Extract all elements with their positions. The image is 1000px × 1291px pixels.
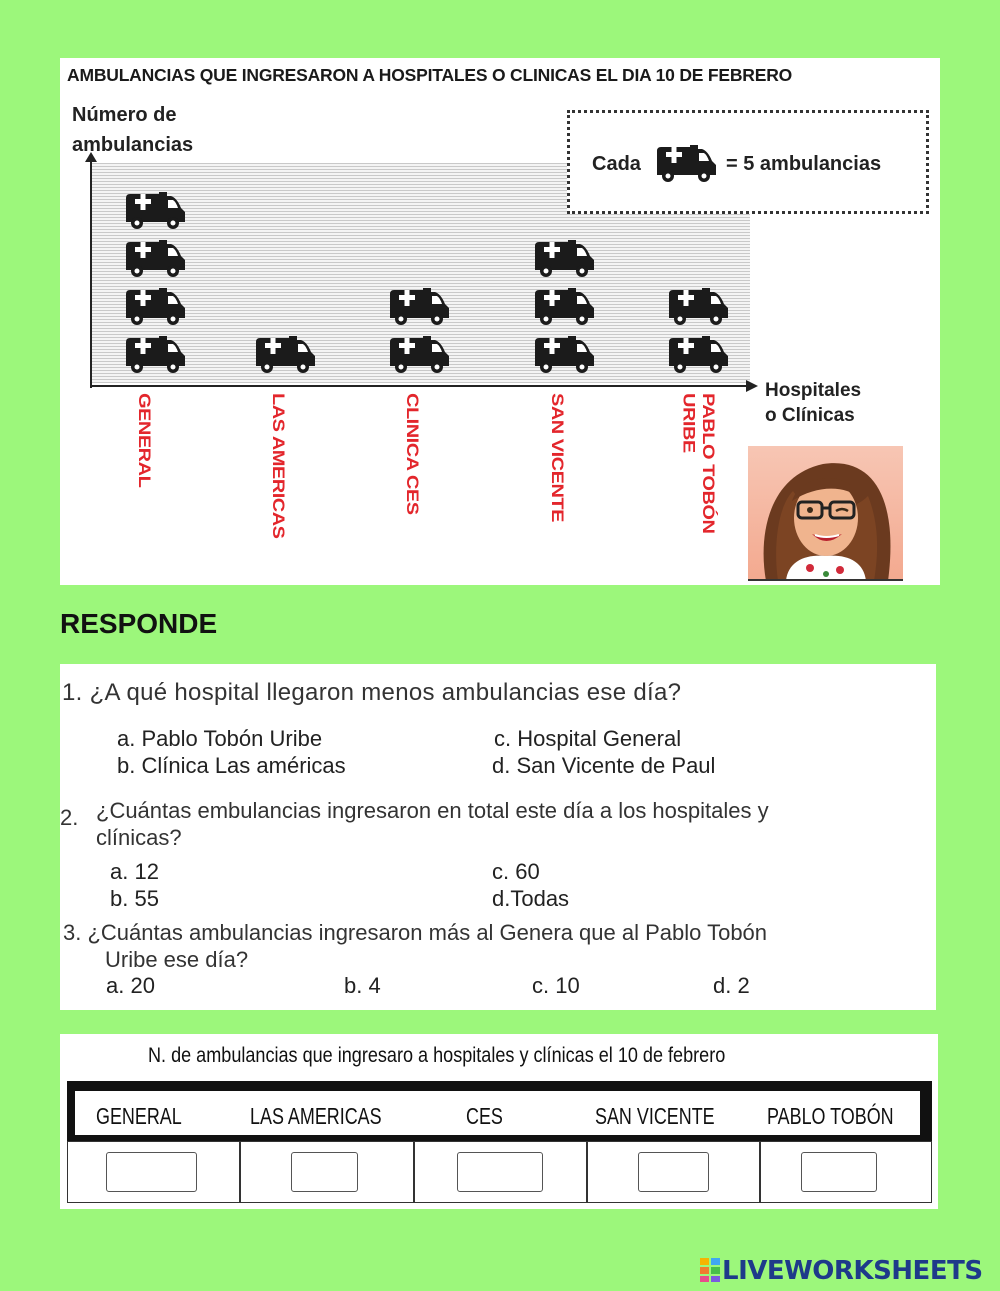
q2-option-b[interactable]: b. 55 (110, 886, 159, 911)
table-title: N. de ambulancias que ingresaro a hospitales y clínicas el 10 de febrero (148, 1044, 726, 1067)
question-2-line1: ¿Cuántas embulancias ingresaron en total este día a los hospitales y (96, 798, 769, 823)
table-header (67, 1081, 932, 1141)
answer-input-san-vicente[interactable] (638, 1152, 709, 1192)
q2-option-d[interactable]: d.Todas (492, 886, 570, 911)
ambulance-icon (666, 334, 730, 374)
q1-option-d[interactable]: d. San Vicente de Paul (492, 753, 716, 778)
questions-panel (60, 664, 936, 1010)
ambulance-icon (666, 286, 730, 326)
q1-option-b[interactable]: b. Clínica Las américas (117, 753, 346, 778)
category-label: GENERAL (134, 393, 154, 488)
x-axis (90, 385, 746, 387)
cell-divider (586, 1142, 588, 1202)
question-3-line1: 3. ¿Cuántas ambulancias ingresaron más al Genera que al Pablo Tobón (63, 920, 768, 945)
q3-option-c[interactable]: c. 10 (532, 973, 580, 998)
y-axis (90, 158, 92, 388)
q2-option-a[interactable]: a. 12 (110, 859, 159, 884)
ambulance-icon (387, 286, 451, 326)
answer-input-general[interactable] (106, 1152, 197, 1192)
x-axis-arrow (746, 380, 758, 392)
y-axis-title-line1: Número de (72, 104, 177, 126)
ambulance-icon (123, 238, 187, 278)
responde-heading: RESPONDE (60, 608, 218, 639)
header-san-vicente: SAN VICENTE (595, 1103, 715, 1129)
question-2-line2: clínicas? (96, 825, 182, 850)
ambulance-icon (123, 190, 187, 230)
header-pablo-tobon: PABLO TOBÓN (767, 1103, 894, 1129)
pictograph-panel (60, 58, 940, 585)
ambulance-icon (532, 334, 596, 374)
category-label: PABLO TOBÓN URIBE (679, 393, 718, 534)
x-axis-title (765, 378, 861, 428)
q1-option-c[interactable]: c. Hospital General (494, 726, 682, 751)
ambulance-icon (532, 238, 596, 278)
ambulance-icon (654, 143, 718, 183)
legend-prefix: Cada (592, 153, 641, 175)
y-axis-title-line2: ambulancias (72, 134, 194, 156)
legend-value: = 5 ambulancias (726, 153, 882, 175)
ambulance-icon (387, 334, 451, 374)
logo-text: LIVEWORKSHEETS (722, 1256, 983, 1286)
answer-input-pablo-tobon[interactable] (801, 1152, 877, 1192)
q2-option-c[interactable]: c. 60 (492, 859, 540, 884)
table-row (67, 1141, 932, 1203)
liveworksheets-mark-icon (700, 1258, 720, 1282)
category-label: CLINICA CES (402, 393, 422, 515)
ambulance-icon (123, 334, 187, 374)
q3-option-d[interactable]: d. 2 (713, 973, 750, 998)
header-las-americas: LAS AMERICAS (250, 1103, 382, 1129)
q3-option-a[interactable]: a. 20 (106, 973, 155, 998)
ambulance-icon (123, 286, 187, 326)
question-1: 1. ¿A qué hospital llegaron menos ambulancias ese día? (62, 679, 682, 706)
cell-divider (413, 1142, 415, 1202)
cell-divider (759, 1142, 761, 1202)
teacher-avatar (748, 446, 903, 581)
answer-input-ces[interactable] (457, 1152, 543, 1192)
ambulance-icon (253, 334, 317, 374)
liveworksheets-logo (700, 1256, 983, 1286)
q3-option-b[interactable]: b. 4 (344, 973, 381, 998)
ambulance-icon (532, 286, 596, 326)
category-label: SAN VICENTE (547, 393, 567, 522)
legend-box (567, 110, 929, 214)
header-ces: CES (466, 1103, 503, 1129)
cell-divider (239, 1142, 241, 1202)
y-axis-arrow (85, 152, 97, 162)
q1-option-a[interactable]: a. Pablo Tobón Uribe (117, 726, 323, 751)
y-axis-title (72, 100, 232, 160)
answer-input-las-americas[interactable] (291, 1152, 358, 1192)
question-3-line2: Uribe ese día? (105, 947, 249, 972)
x-axis-title-line1: Hospitales (765, 380, 862, 401)
chart-title: AMBULANCIAS QUE INGRESARON A HOSPITALES O CLINICAS EL DIA 10 DE FEBRERO (67, 65, 793, 85)
header-general: GENERAL (96, 1103, 182, 1129)
answer-table-panel (60, 1034, 938, 1209)
category-label: LAS AMERICAS (268, 393, 288, 539)
question-2-number: 2. (60, 805, 79, 830)
x-axis-title-line2: o Clínicas (765, 405, 855, 426)
